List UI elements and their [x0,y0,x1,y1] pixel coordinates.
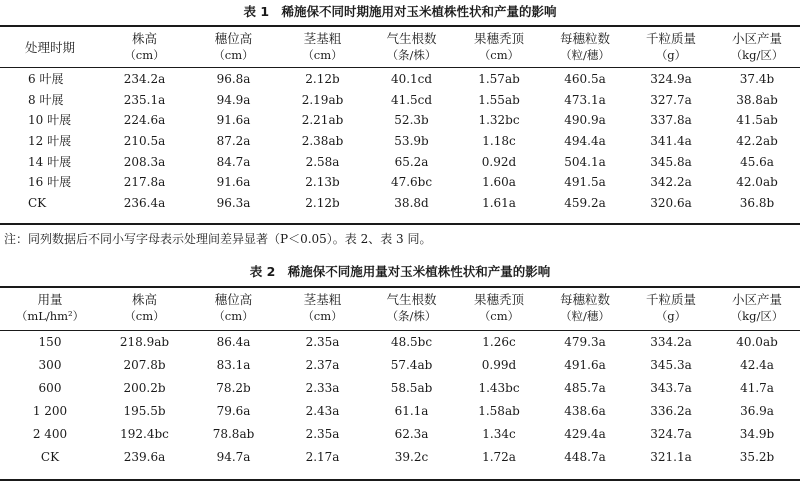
table-cell: 327.7a [650,92,692,107]
table-cell: 84.7a [216,154,251,169]
table2-header-cell: 千粒质量 [645,292,696,307]
table-cell: 65.2a [394,154,429,169]
table1-unit-cell: （条/株） [386,48,437,62]
table1-units-row [0,47,800,64]
table1-unit-cell: （g） [655,48,687,62]
table-cell: 460.5a [564,72,606,87]
table-cell: 210.5a [123,134,166,149]
table2-header-cell: 每穗粒数 [559,292,610,307]
table-cell: 36.9a [740,403,774,418]
table-cell: 1.43bc [478,380,520,395]
table-cell: 2.17a [305,449,340,464]
table-cell: 234.2a [123,72,166,87]
table-row [0,376,800,399]
table-cell: 37.4b [739,72,775,87]
table-cell: 1.32bc [478,113,520,128]
row-label-cell: 300 [38,357,62,372]
table2-unit-cell: （cm） [124,309,165,323]
table1-header-cell: 果穗秃顶 [473,31,524,46]
table2-header-cell: 用量 [37,292,63,307]
table-cell: 438.6a [564,403,606,418]
table1-unit-cell: （cm） [124,48,165,62]
table-cell: 39.2c [394,449,429,464]
table1-caption: 表 1 稀施保不同时期施用对玉米植株性状和产量的影响 [243,4,557,19]
row-label-cell: 8 叶展 [28,92,64,107]
table-cell: 48.5bc [390,334,433,349]
table-cell: 2.37a [305,357,340,372]
table-cell: 479.3a [564,334,606,349]
table-cell: 2.19ab [301,92,344,107]
table-cell: 83.1a [216,357,251,372]
table-cell: 1.57ab [478,72,520,87]
table-cell: 491.5a [564,175,606,190]
table-cell: 1.72a [482,449,516,464]
table-cell: 485.7a [564,380,606,395]
table1-header-cell: 株高 [131,31,157,46]
table-cell: 200.2b [123,380,166,395]
table2-unit-cell: （g） [655,309,687,323]
table1-unit-cell: （cm） [478,48,520,62]
table1-unit-cell: （cm） [213,48,254,62]
row-label-cell: 1 200 [32,403,68,418]
table-cell: 345.8a [650,154,692,169]
table-cell: 91.6a [216,175,251,190]
table-cell: 86.4a [216,334,251,349]
row-label-cell: 150 [38,334,62,349]
table-cell: 0.99d [481,357,517,372]
table-cell: 491.6a [564,357,606,372]
table1 [0,30,800,213]
table-cell: 473.1a [564,92,606,107]
table2 [0,291,800,468]
table-cell: 52.3b [394,113,429,128]
table-cell: 2.38ab [301,134,344,149]
table2-top-rule [0,286,800,288]
table-cell: 1.61a [482,195,516,210]
table-cell: 345.3a [650,357,692,372]
table-cell: 41.5cd [390,92,433,107]
table1-unit-cell: （粒/穗） [560,48,610,62]
table-cell: 79.6a [216,403,251,418]
row-label-cell: CK [40,449,60,464]
table-cell: 2.58a [305,154,340,169]
table-cell: 504.1a [564,154,606,169]
table1-header-cell: 小区产量 [731,31,782,46]
table2-header-row [0,291,800,308]
table-cell: 236.4a [123,195,166,210]
row-label-cell: 600 [38,380,62,395]
table-cell: 96.3a [216,195,251,210]
table1-unit-cell: （cm） [302,48,343,62]
table-cell: 42.2ab [736,134,778,149]
table-cell: 343.7a [650,380,692,395]
table2-unit-cell: （粒/穗） [560,309,610,323]
table-row [0,399,800,422]
row-label-cell: CK [28,195,47,210]
table-cell: 40.1cd [390,72,433,87]
table-cell: 2.35a [305,426,340,441]
table-cell: 0.92d [481,154,517,169]
table-row [0,330,800,353]
table-cell: 342.2a [650,175,692,190]
row-label-cell: 16 叶展 [28,175,72,190]
table1-unit-cell: （kg/区） [730,48,784,62]
table-cell: 195.5b [123,403,166,418]
table-cell: 96.8a [216,72,251,87]
table2-header-cell: 小区产量 [731,292,782,307]
table-cell: 208.3a [123,154,166,169]
table-cell: 1.18c [482,134,516,149]
table-cell: 91.6a [216,113,251,128]
table-row [0,445,800,468]
table-row [0,151,800,172]
table-cell: 41.7a [740,380,774,395]
table-cell: 41.5ab [736,113,778,128]
table-cell: 78.2b [216,380,251,395]
table-cell: 341.4a [650,134,692,149]
table-cell: 320.6a [650,195,692,210]
table-cell: 321.1a [650,449,692,464]
table-cell: 57.4ab [390,357,433,372]
table1-header-cell: 每穗粒数 [559,31,610,46]
row-label-cell: 6 叶展 [28,72,64,87]
table-cell: 2.12b [305,195,340,210]
table2-unit-cell: （cm） [478,309,520,323]
table2-unit-cell: （cm） [213,309,254,323]
table-cell: 78.8ab [212,426,255,441]
table-cell: 62.3a [394,426,429,441]
table-cell: 459.2a [564,195,606,210]
table-cell: 2.13b [305,175,340,190]
table1-top-rule [0,25,800,27]
table1-header-cell: 穗位高 [214,31,253,46]
table2-body [0,325,800,468]
table2-unit-cell: （条/株） [386,309,437,323]
table-cell: 1.60a [482,175,516,190]
table-note: 注：同列数据后不同小写字母表示处理间差异显著（P＜0.05）。表 2、表 3 同。 [4,232,432,246]
table-cell: 61.1a [394,403,429,418]
table-cell: 45.6a [740,154,774,169]
table2-bottom-rule [0,479,800,481]
table-cell: 53.9b [394,134,429,149]
table1-header-cell: 茎基粗 [303,31,342,46]
table-cell: 490.9a [564,113,606,128]
table-cell: 47.6bc [390,175,433,190]
table1-header-rule [0,67,800,68]
table-cell: 324.9a [650,72,692,87]
table-cell: 224.6a [123,113,166,128]
table-cell: 38.8d [394,195,429,210]
table1-body [0,64,800,213]
table-cell: 217.8a [123,175,166,190]
table-cell: 494.4a [564,134,606,149]
table-row [0,69,800,90]
table-cell: 35.2b [739,449,775,464]
table-cell: 2.35a [305,334,340,349]
table-cell: 94.7a [216,449,251,464]
table1-header-cell: 千粒质量 [645,31,696,46]
table-cell: 42.4a [740,357,774,372]
table-cell: 42.0ab [736,175,778,190]
table-cell: 1.34c [482,426,516,441]
table2-units-row [0,308,800,325]
table2-unit-cell: （cm） [302,309,343,323]
table-cell: 1.26c [482,334,516,349]
table-cell: 58.5ab [390,380,433,395]
table2-header-rule [0,330,800,331]
table-cell: 337.8a [650,113,692,128]
table-row [0,422,800,445]
table-row [0,193,800,214]
row-label-cell: 12 叶展 [28,134,72,149]
table-row [0,90,800,111]
table-cell: 448.7a [564,449,606,464]
table-cell: 2.33a [305,380,340,395]
table2-header-cell: 气生根数 [386,292,437,307]
table2-header-cell: 株高 [131,292,157,307]
table-cell: 34.9b [739,426,775,441]
row-label-cell: 14 叶展 [28,154,72,169]
table-cell: 2.43a [305,403,340,418]
table1-header-cell: 处理时期 [24,39,75,55]
table-cell: 334.2a [650,334,692,349]
table2-unit-cell: （mL/hm²） [15,309,85,323]
table2-caption: 表 2 稀施保不同施用量对玉米植株性状和产量的影响 [249,264,551,279]
table-row [0,110,800,131]
table1-header-cell: 气生根数 [386,31,437,46]
table2-unit-cell: （kg/区） [730,309,784,323]
table-row [0,353,800,376]
table-cell: 87.2a [216,134,251,149]
table-cell: 1.55ab [478,92,520,107]
table-row [0,172,800,193]
row-label-cell: 10 叶展 [28,113,72,128]
table-cell: 94.9a [216,92,251,107]
table-cell: 324.7a [650,426,692,441]
table-cell: 40.0ab [736,334,778,349]
table2-header-cell: 果穗秃顶 [473,292,524,307]
table-cell: 336.2a [650,403,692,418]
table2-header-cell: 穗位高 [214,292,253,307]
table-cell: 207.8b [123,357,166,372]
table-cell: 2.12b [305,72,340,87]
table1-bottom-rule [0,223,800,225]
row-label-cell: 2 400 [32,426,68,441]
table-cell: 429.4a [564,426,606,441]
table-cell: 2.21ab [301,113,344,128]
table-cell: 36.8b [739,195,775,210]
table-cell: 38.8ab [736,92,778,107]
table-cell: 235.1a [123,92,166,107]
table-row [0,131,800,152]
table-cell: 192.4bc [120,426,169,441]
table2-header-cell: 茎基粗 [303,292,342,307]
table-cell: 239.6a [123,449,166,464]
table-cell: 218.9ab [119,334,170,349]
table-cell: 1.58ab [478,403,520,418]
table1-header-row [0,30,800,47]
